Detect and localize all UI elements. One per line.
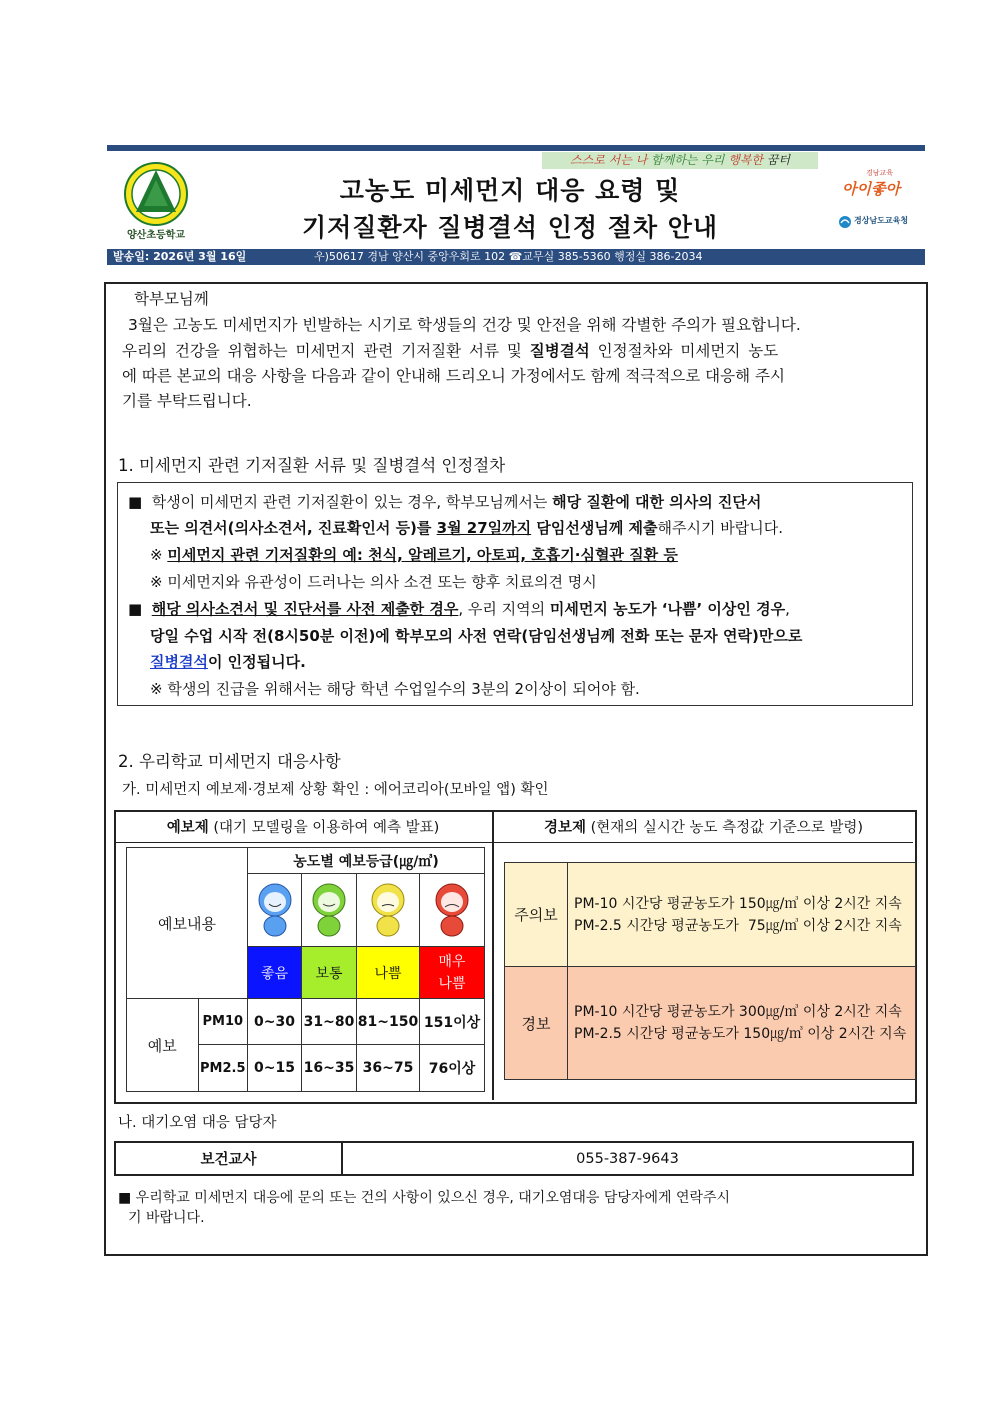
grade-normal: 보통: [302, 947, 357, 999]
pm25-bad: 36~75: [357, 1045, 420, 1092]
face-bad: [357, 874, 420, 947]
motto-part2: 함께하는 우리: [651, 153, 729, 167]
logo-brand-text: 아이좋아: [842, 180, 900, 198]
forecast-label: 예보: [127, 999, 199, 1092]
advisory-line2: PM-2.5 시간당 평균농도가 75㎍/㎥ 이상 2시간 지속: [574, 917, 902, 934]
pm25-good: 0~15: [248, 1045, 302, 1092]
manager-role: 보건교사: [115, 1142, 342, 1175]
alert-head-bold: 경보제: [543, 820, 586, 836]
face-good: [248, 874, 302, 947]
intro-line1: 3월은 고농도 미세먼지가 빈발하는 시기로 학생들의 건강 및 안전을 위해 각별한 주의가 필요합니다.: [128, 316, 801, 334]
note2: ※ 미세먼지와 유관성이 드러나는 의사 소견 또는 향후 치료의견 명시: [150, 573, 597, 591]
face-normal-icon: [309, 878, 349, 938]
face-very-bad-icon: [432, 878, 472, 938]
b2-l1-b: , 우리 지역의: [458, 600, 550, 618]
pm25-very-bad: 76이상: [420, 1045, 485, 1092]
grade-header: 농도별 예보등급(㎍/㎥): [248, 848, 485, 874]
section1-heading: 1. 미세먼지 관련 기저질환 서류 및 질병결석 인정절차: [118, 456, 506, 475]
face-very-bad: [420, 874, 485, 947]
forecast-header: [114, 816, 492, 837]
pm10-label: PM10: [198, 999, 247, 1045]
b1-l1-b: 해당 질환에 대한 의사의 진단서: [552, 493, 762, 511]
manager-table: [114, 1141, 914, 1176]
section2-sub-a: 가. 미세먼지 예보제·경보제 상황 확인 : 에어코리아(모바일 앱) 확인: [122, 782, 549, 798]
header-top-bar: [107, 145, 925, 151]
intro-line2: [122, 339, 778, 364]
alert-level-table: [504, 862, 916, 1080]
send-date: 발송일: 2026년 3월 16일: [113, 250, 247, 263]
title-line1: 고농도 미세먼지 대응 요령 및: [339, 176, 681, 205]
grade-good: 좋음: [248, 947, 302, 999]
b2-l3-a: 질병결석: [150, 653, 208, 671]
right-logo-bottom: [838, 214, 908, 234]
b2-l1-c: 미세먼지 농도가 ‘나쁨’ 이상인 경우: [549, 600, 786, 618]
school-name: 양산초등학교: [127, 230, 185, 241]
intro-line2-a: 우리의 건강을 위협하는 미세먼지 관련 기저질환 서류 및: [122, 342, 530, 360]
note1-b: 미세먼지 관련 기저질환의 예: 천식, 알레르기, 아토피, 호흡기·심혈관 질환 등: [167, 546, 678, 564]
bullet1-line2: [150, 515, 783, 542]
bullet2-line1: [128, 596, 790, 623]
motto-part1: 스스로 서는 나: [570, 153, 652, 167]
b1-l2-a: 또는 의견서(의사소견서, 진료확인서 등)를: [150, 519, 437, 537]
pm10-very-bad: 151이상: [420, 999, 485, 1045]
face-good-icon: [255, 878, 295, 938]
office-name: 경상남도교육청: [854, 216, 909, 225]
section2-sub-b: 나. 대기오염 대응 담당자: [118, 1115, 277, 1131]
alert-head-rest: (현재의 실시간 농도 측정값 기준으로 발령): [585, 820, 864, 836]
title-line2: 기저질환자 질병결석 인정 절차 안내: [301, 213, 719, 242]
school-address: 우)50617 경남 양산시 중앙우회로 102 ☎교무실 385-5360 행정실 386-2034: [314, 250, 703, 263]
closing-line1: ■ 우리학교 미세먼지 대응에 문의 또는 건의 사항이 있으신 경우, 대기오염대응 담당자에게 연락주시: [118, 1190, 731, 1206]
motto-part4: 꿈터: [766, 153, 790, 167]
bullet2-line3: [150, 649, 306, 676]
grade-very-bad: 매우 나쁨: [420, 947, 485, 999]
square-bullet-icon: ■: [128, 493, 143, 511]
b2-l1-d: ,: [785, 600, 790, 618]
grade-bad: 나쁨: [357, 947, 420, 999]
b1-l2-c: 담임선생님께 제출: [531, 519, 658, 537]
warning-line2: PM-2.5 시간당 평균농도가 150㎍/㎥ 이상 2시간 지속: [574, 1026, 907, 1042]
school-logo: [114, 160, 198, 244]
section2-heading: 2. 우리학교 미세먼지 대응사항: [118, 752, 341, 771]
intro-line2-c: 인정절차와 미세먼지 농도: [589, 342, 779, 360]
table-divider: [492, 810, 494, 1100]
warning-criteria: [568, 967, 916, 1080]
forecast-head-rest: (대기 모델링을 이용하여 예측 발표): [208, 820, 440, 836]
intro-line2-b: 질병결석: [529, 342, 590, 360]
forecast-content-label: 예보내용: [127, 848, 248, 999]
intro-line3: 에 따른 본교의 대응 사항을 다음과 같이 안내해 드리오니 가정에서도 함께 적극적으로 대응해 주시: [122, 367, 785, 385]
b1-l1-a: 학생이 미세먼지 관련 기저질환이 있는 경우, 학부모님께서는: [151, 493, 553, 511]
note1-a: ※: [150, 546, 168, 564]
pm10-normal: 31~80: [302, 999, 357, 1045]
school-motto: [542, 152, 818, 169]
note1: [150, 542, 678, 569]
pm25-normal: 16~35: [302, 1045, 357, 1092]
motto-part3: 행복한: [728, 153, 767, 167]
table-header-line: [114, 842, 913, 843]
note3: ※ 학생의 진급을 위해서는 해당 학년 수업일수의 3분의 2이상이 되어야 함.: [150, 680, 640, 698]
greeting: 학부모님께: [134, 290, 209, 308]
b1-l2-d: 해주시기 바랍니다.: [657, 519, 783, 537]
manager-phone: 055-387-9643: [342, 1142, 913, 1175]
logo-small-text: 경남교육: [866, 169, 894, 177]
pm25-label: PM2.5: [198, 1045, 247, 1092]
b2-l3-b: 이 인정됩니다.: [207, 653, 306, 671]
advisory-criteria: [568, 863, 916, 967]
warning-line1: PM-10 시간당 평균농도가 300㎍/㎥ 이상 2시간 지속: [574, 1004, 902, 1020]
office-emblem-icon: [838, 215, 852, 229]
bullet1-line1: [128, 489, 761, 516]
pm10-bad: 81~150: [357, 999, 420, 1045]
closing-line2: 기 바랍니다.: [128, 1210, 205, 1226]
forecast-head-bold: 예보제: [166, 820, 209, 836]
advisory-label: 주의보: [505, 863, 568, 967]
face-bad-icon: [368, 878, 408, 938]
advisory-line1: PM-10 시간당 평균농도가 150㎍/㎥ 이상 2시간 지속: [574, 895, 902, 912]
right-logo-top: [838, 168, 902, 208]
page-title: [200, 172, 820, 246]
face-normal: [302, 874, 357, 947]
b2-l1-a: 해당 의사소견서 및 진단서를 사전 제출한 경우: [151, 600, 459, 618]
alert-header: [494, 816, 913, 837]
intro-line4: 기를 부탁드립니다.: [122, 392, 252, 410]
date-address-bar: [107, 249, 925, 265]
forecast-grade-table: [126, 847, 485, 1092]
b1-l2-b: 3월 27일까지: [436, 519, 532, 537]
square-bullet-icon: ■: [128, 600, 143, 618]
bullet2-line2: 당일 수업 시작 전(8시50분 이전)에 학부모의 사전 연락(담임선생님께 전화 또는 문자 연락)만으로: [150, 627, 803, 645]
pm10-good: 0~30: [248, 999, 302, 1045]
warning-label: 경보: [505, 967, 568, 1080]
school-emblem-icon: [114, 160, 198, 230]
